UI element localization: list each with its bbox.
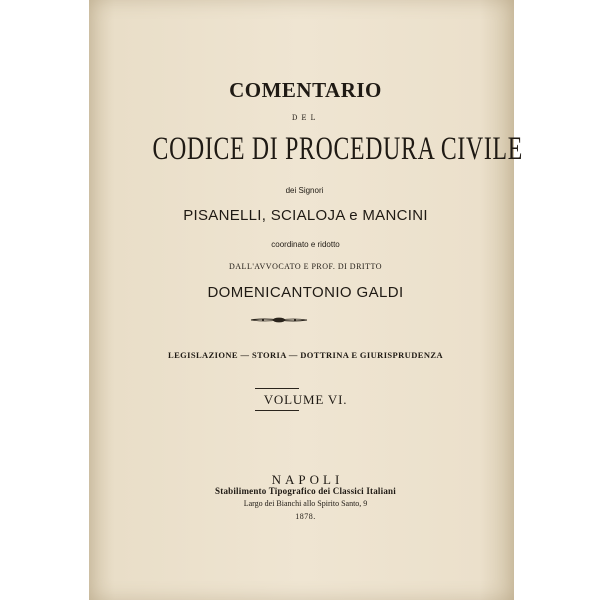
del-word: DEL: [291, 114, 320, 122]
title-page: [89, 0, 524, 600]
subjects-line: LEGISLAZIONE — STORIA — DOTTRINA E GIURISPRUDENZA: [168, 350, 443, 360]
profession-line: DALL'AVVOCATO E PROF. DI DRITTO: [229, 262, 382, 271]
code-title: CODICE DI PROCEDURA CIVILE: [152, 131, 524, 167]
authors-line: PISANELLI, SCIALOJA e MANCINI: [183, 207, 428, 224]
volume-rule-top: [255, 388, 299, 389]
imprint-city: NAPOLI: [271, 472, 344, 487]
imprint-address: Largo dei Bianchi allo Spirito Santo, 9: [243, 499, 368, 508]
book-title: COMENTARIO: [229, 78, 382, 102]
author-name: DOMENICANTONIO GALDI: [207, 284, 404, 301]
imprint-printer: Stabilimento Tipografico dei Classici Italiani: [215, 486, 396, 496]
imprint-year: 1878.: [295, 512, 316, 521]
coordinated-line: coordinato e ridotto: [271, 240, 340, 249]
ornament-rule-icon: [249, 314, 309, 326]
signori-line: dei Signori: [285, 186, 324, 195]
volume-label: VOLUME VI.: [263, 392, 348, 407]
volume-rule-bottom: [255, 410, 299, 411]
